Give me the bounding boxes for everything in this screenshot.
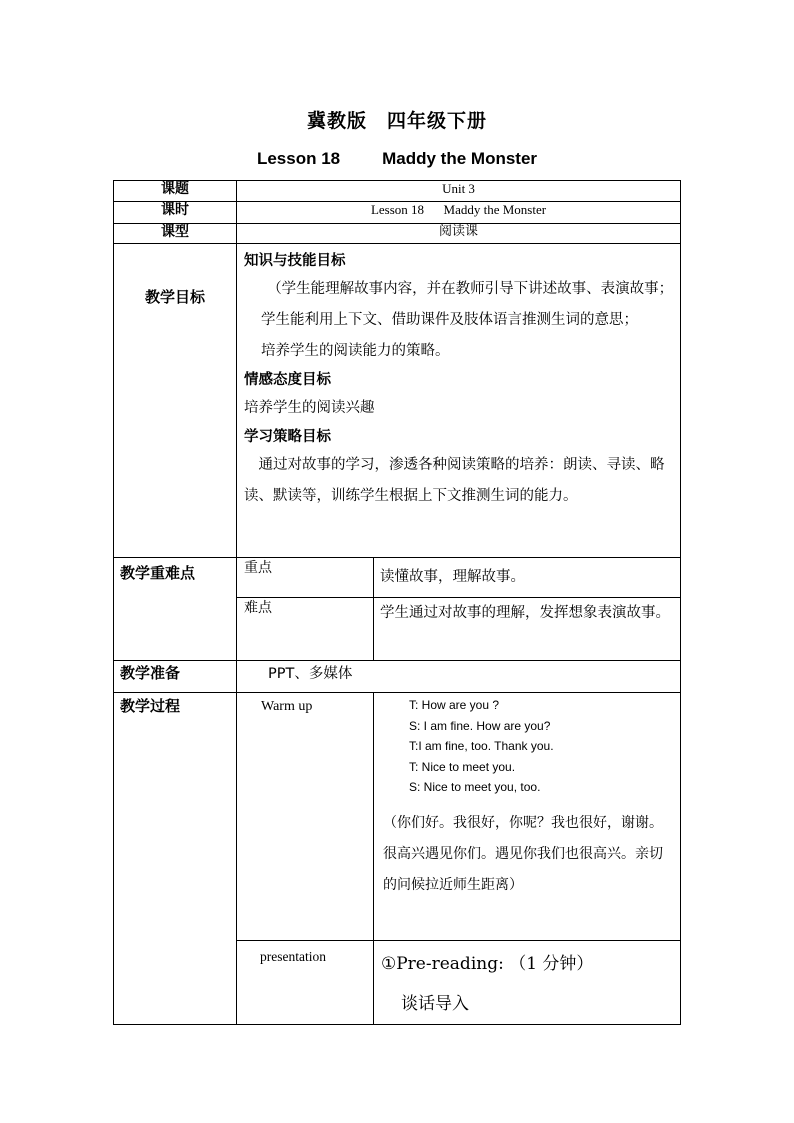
period-value: Lesson 18 Maddy the Monster [237,202,681,224]
knowledge-line-2: 学生能利用上下文、借助课件及肢体语言推测生词的意思； [261,312,638,328]
process-label: 教学过程 [114,693,237,1025]
key-points-label: 教学重难点 [114,558,237,661]
lesson-number: Lesson 18 [256,149,341,168]
knowledge-title: 知识与技能目标 [244,253,346,269]
warmup-label: Warm up [237,693,374,941]
pre-reading-heading: ①Pre-reading: （1 分钟） [381,954,594,974]
key-point-value: 读懂故事，理解故事。 [374,558,681,598]
dialogue-line: T: How are you ? [409,698,500,712]
strategy-line: 通过对故事的学习，渗透各种阅读策略的培养：朗读、寻读、略读、默读等，训练学生根据上下文推测生词的能力。 [244,457,665,504]
presentation-content [374,941,681,1025]
knowledge-line-3: 培养学生的阅读能力的策略。 [261,343,450,359]
lesson-plan-table [113,180,681,1025]
dialogue [374,693,680,798]
difficulty-value: 学生通过对故事的理解，发挥想象表演故事。 [374,598,681,661]
key-point-label: 重点 [237,558,374,598]
topic-label: 课题 [114,181,237,202]
objectives-cell [237,244,681,558]
dialogue-line: S: I am fine. How are you? [409,718,551,733]
strategy-title: 学习策略目标 [244,429,331,445]
warmup-note: （你们好。我很好，你呢？我也很好，谢谢。很高兴遇见你们。遇见你我们也很高兴。亲切的问候拉近师生距离） [383,814,663,893]
period-label: 课时 [114,202,237,224]
objectives-label: 教学目标 [114,244,237,558]
dialogue-line: T:I am fine, too. Thank you. [409,739,554,753]
document-title: 冀教版 四年级下册 [306,110,487,132]
type-label: 课型 [114,224,237,244]
lesson-title [0,149,794,169]
attitude-line: 培养学生的阅读兴趣 [244,400,375,416]
knowledge-line-1: （学生能理解故事内容，并在教师引导下讲述故事、表演故事； [267,281,674,297]
difficulty-label: 难点 [237,598,374,661]
warmup-content [374,693,681,941]
dialogue-line: S: Nice to meet you, too. [409,780,541,794]
preparation-label: 教学准备 [114,661,237,693]
topic-value: Unit 3 [237,181,681,202]
preparation-value: PPT、多媒体 [237,661,681,693]
pre-reading-text: 谈话导入 [401,994,469,1014]
lesson-name: Maddy the Monster [382,149,538,168]
presentation-label: presentation [237,941,374,1025]
dialogue-line: T: Nice to meet you. [409,759,516,774]
type-value: 阅读课 [237,224,681,244]
attitude-title: 情感态度目标 [244,372,331,388]
